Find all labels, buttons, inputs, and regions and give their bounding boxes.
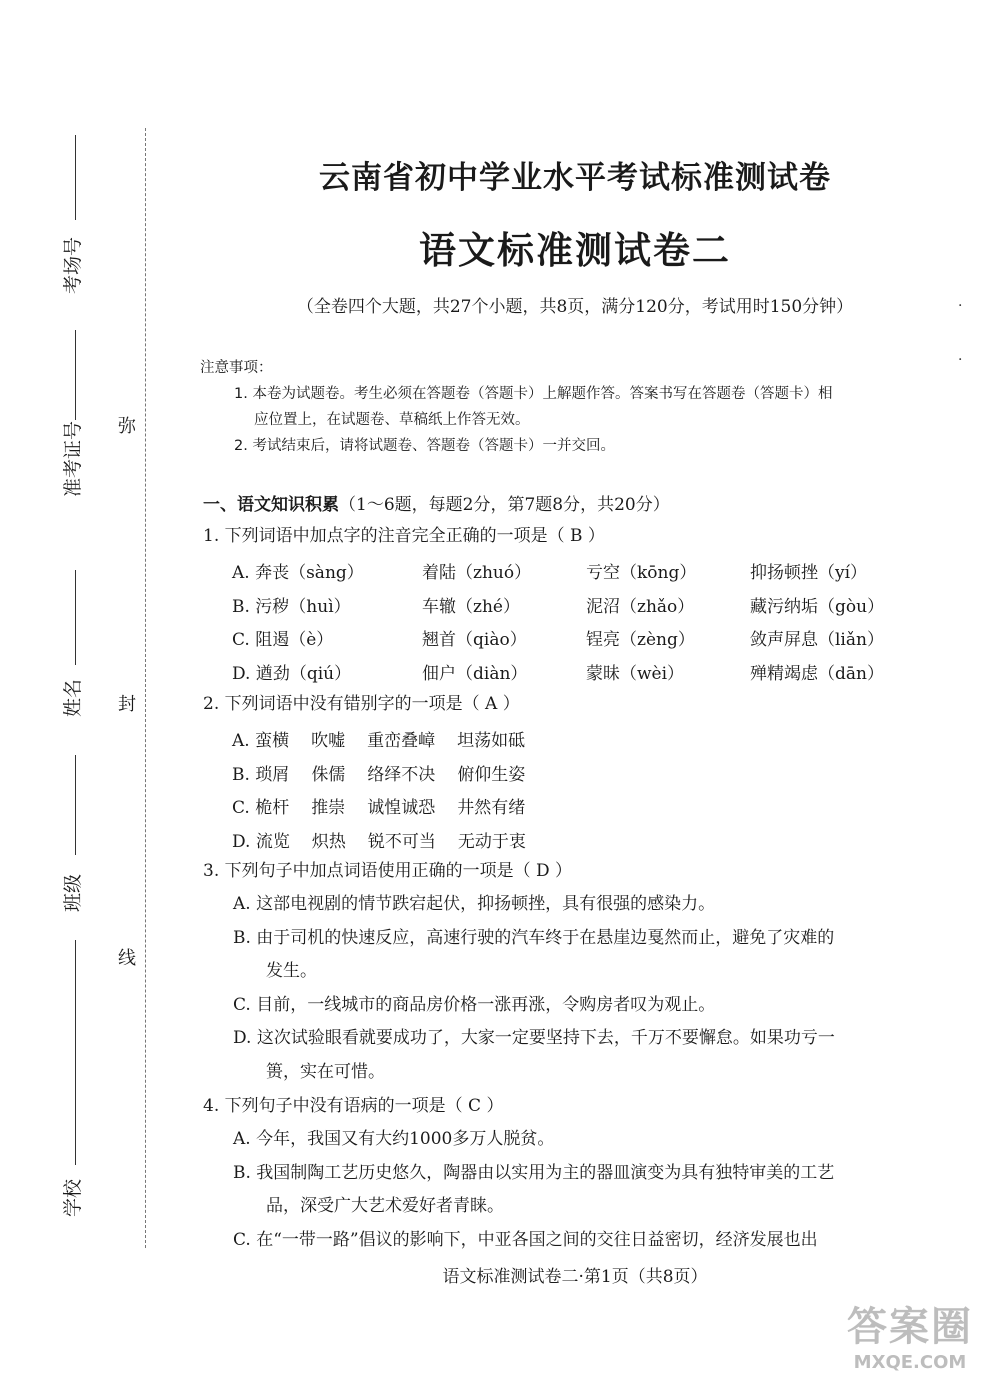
- option-cell: 佃户（diàn）: [422, 663, 528, 684]
- option-cell: B. 污秽（huì）: [232, 596, 351, 617]
- option-word: 井然有绪: [457, 798, 526, 819]
- field-line: [75, 940, 76, 1165]
- notice-block: [200, 355, 955, 459]
- option-b: B. 由于司机的快速反应，高速行驶的汽车终于在悬崖边戛然而止，避免了灾难的: [233, 927, 835, 948]
- option-a: A. 这部电视剧的情节跌宕起伏，抑扬顿挫，具有很强的感染力。: [233, 894, 716, 914]
- field-label: 学校: [62, 1178, 84, 1217]
- exam-info: （全卷四个大题，共27个小题，共8页，满分120分，考试用时150分钟）: [296, 297, 854, 317]
- option-row: [232, 722, 548, 756]
- option-word: 俯仰生姿: [457, 764, 526, 785]
- option-cell: 敛声屏息（liǎn）: [750, 630, 884, 651]
- option-word: 推崇: [311, 798, 346, 819]
- question-4-options: [233, 1123, 953, 1257]
- option-row: [232, 823, 548, 857]
- option-word: 无动于衷: [457, 831, 526, 852]
- option-word: C. 桅杆: [232, 798, 290, 819]
- option-cell: 泥沼（zhǎo）: [586, 596, 695, 617]
- question-3-options: [233, 888, 953, 1089]
- field-line: [75, 330, 76, 420]
- seal-char-mi: 弥: [118, 416, 136, 437]
- option-cell: 殚精竭虑（dān）: [750, 663, 884, 684]
- option-word: 锐不可当: [367, 831, 436, 852]
- option-cell: 抑扬顿挫（yí）: [750, 563, 868, 584]
- field-label: 考场号: [62, 236, 84, 294]
- option-b-cont: 发生。: [266, 961, 317, 981]
- binding-dashed-line: [145, 128, 146, 1248]
- section-heading: [203, 490, 670, 515]
- option-word: 重峦叠嶂: [367, 731, 436, 752]
- option-cell: 亏空（kōng）: [586, 563, 697, 584]
- notice-item: 1. 本卷为试题卷。考生必须在答题卷（答题卡）上解题作答。答案书写在答题卷（答题卡）相: [234, 386, 833, 402]
- question-2-stem: 2. 下列词语中没有错别字的一项是（ A ）: [203, 694, 520, 714]
- option-cell: C. 阻遏（è）: [232, 630, 334, 651]
- option-row: [232, 655, 914, 689]
- option-row: [232, 554, 914, 588]
- watermark-bottom: MXQE.COM: [853, 1352, 967, 1373]
- option-row: [232, 588, 914, 622]
- question-1-stem: 1. 下列词语中加点字的注音完全正确的一项是（ B ）: [203, 526, 605, 546]
- option-word: D. 流览: [232, 831, 290, 852]
- section-label: 一、语文知识积累: [203, 495, 339, 515]
- option-row: [232, 789, 548, 823]
- notice-heading: 注意事项：: [200, 360, 273, 376]
- option-a: A. 今年，我国又有大约1000多万人脱贫。: [233, 1129, 555, 1149]
- option-word: 侏儒: [311, 764, 346, 785]
- option-word: 诚惶诚恐: [367, 798, 436, 819]
- option-cell: 蒙昧（wèi）: [586, 663, 685, 684]
- option-word: 炽热: [311, 831, 346, 852]
- option-c: C. 在“一带一路”倡议的影响下，中亚各国之间的交往日益密切，经济发展也出: [233, 1229, 818, 1250]
- question-4-stem: 4. 下列句子中没有语病的一项是（ C ）: [203, 1096, 504, 1116]
- exam-series-title: 云南省初中学业水平考试标准测试卷: [319, 160, 831, 196]
- paper-title: 语文标准测试卷二: [419, 228, 731, 272]
- option-d: D. 这次试验眼看就要成功了，大家一定要坚持下去，千万不要懈怠。如果功亏一: [233, 1028, 835, 1048]
- notice-item-cont: 应位置上，在试题卷、草稿纸上作答无效。: [254, 412, 530, 428]
- field-label: 姓名: [62, 678, 84, 717]
- option-cell: 藏污纳垢（gòu）: [750, 596, 885, 617]
- seal-char-feng: 封: [118, 694, 136, 715]
- option-word: 吹嘘: [311, 731, 346, 752]
- option-word: B. 琐屑: [232, 764, 290, 785]
- option-row: [232, 621, 914, 655]
- option-cell: D. 遒劲（qiú）: [232, 663, 352, 684]
- option-cell: 翘首（qiào）: [422, 630, 527, 651]
- option-cell: 锃亮（zèng）: [586, 630, 695, 651]
- option-cell: 车辙（zhé）: [422, 596, 520, 617]
- option-cell: A. 奔丧（sàng）: [232, 563, 364, 584]
- field-label: 班级: [62, 873, 84, 912]
- option-b-cont: 品，深受广大艺术爱好者青睐。: [266, 1196, 504, 1216]
- notice-item: 2. 考试结束后，请将试题卷、答题卷（答题卡）一并交回。: [234, 438, 615, 454]
- page-footer: 语文标准测试卷二·第1页（共8页）: [442, 1267, 708, 1287]
- option-word: 络绎不决: [367, 764, 436, 785]
- question-3-stem: 3. 下列句子中加点词语使用正确的一项是（ D ）: [203, 861, 573, 881]
- field-line: [75, 570, 76, 665]
- field-line: [75, 135, 76, 220]
- option-b: B. 我国制陶工艺历史悠久，陶器由以实用为主的器皿演变为具有独特审美的工艺: [233, 1162, 835, 1183]
- watermark-logo: [840, 1295, 980, 1373]
- scan-mark: ·: [958, 298, 963, 314]
- field-line: [75, 755, 76, 855]
- question-2-options: [232, 722, 548, 856]
- option-word: 坦荡如砥: [457, 731, 526, 752]
- watermark-top: 答案圈: [847, 1304, 973, 1350]
- section-detail: （1～6题，每题2分，第7题8分，共20分）: [339, 495, 670, 515]
- option-cell: 着陆（zhuó）: [422, 563, 532, 584]
- option-c: C. 目前，一线城市的商品房价格一涨再涨，令购房者叹为观止。: [233, 994, 716, 1015]
- option-d-cont: 篑，实在可惜。: [266, 1061, 385, 1082]
- seal-char-xian: 线: [118, 948, 136, 969]
- field-label: 准考证号: [62, 420, 84, 497]
- scan-mark: ·: [958, 352, 963, 368]
- option-word: A. 蛮横: [232, 731, 290, 752]
- option-row: [232, 756, 548, 790]
- question-1-options: [232, 554, 914, 688]
